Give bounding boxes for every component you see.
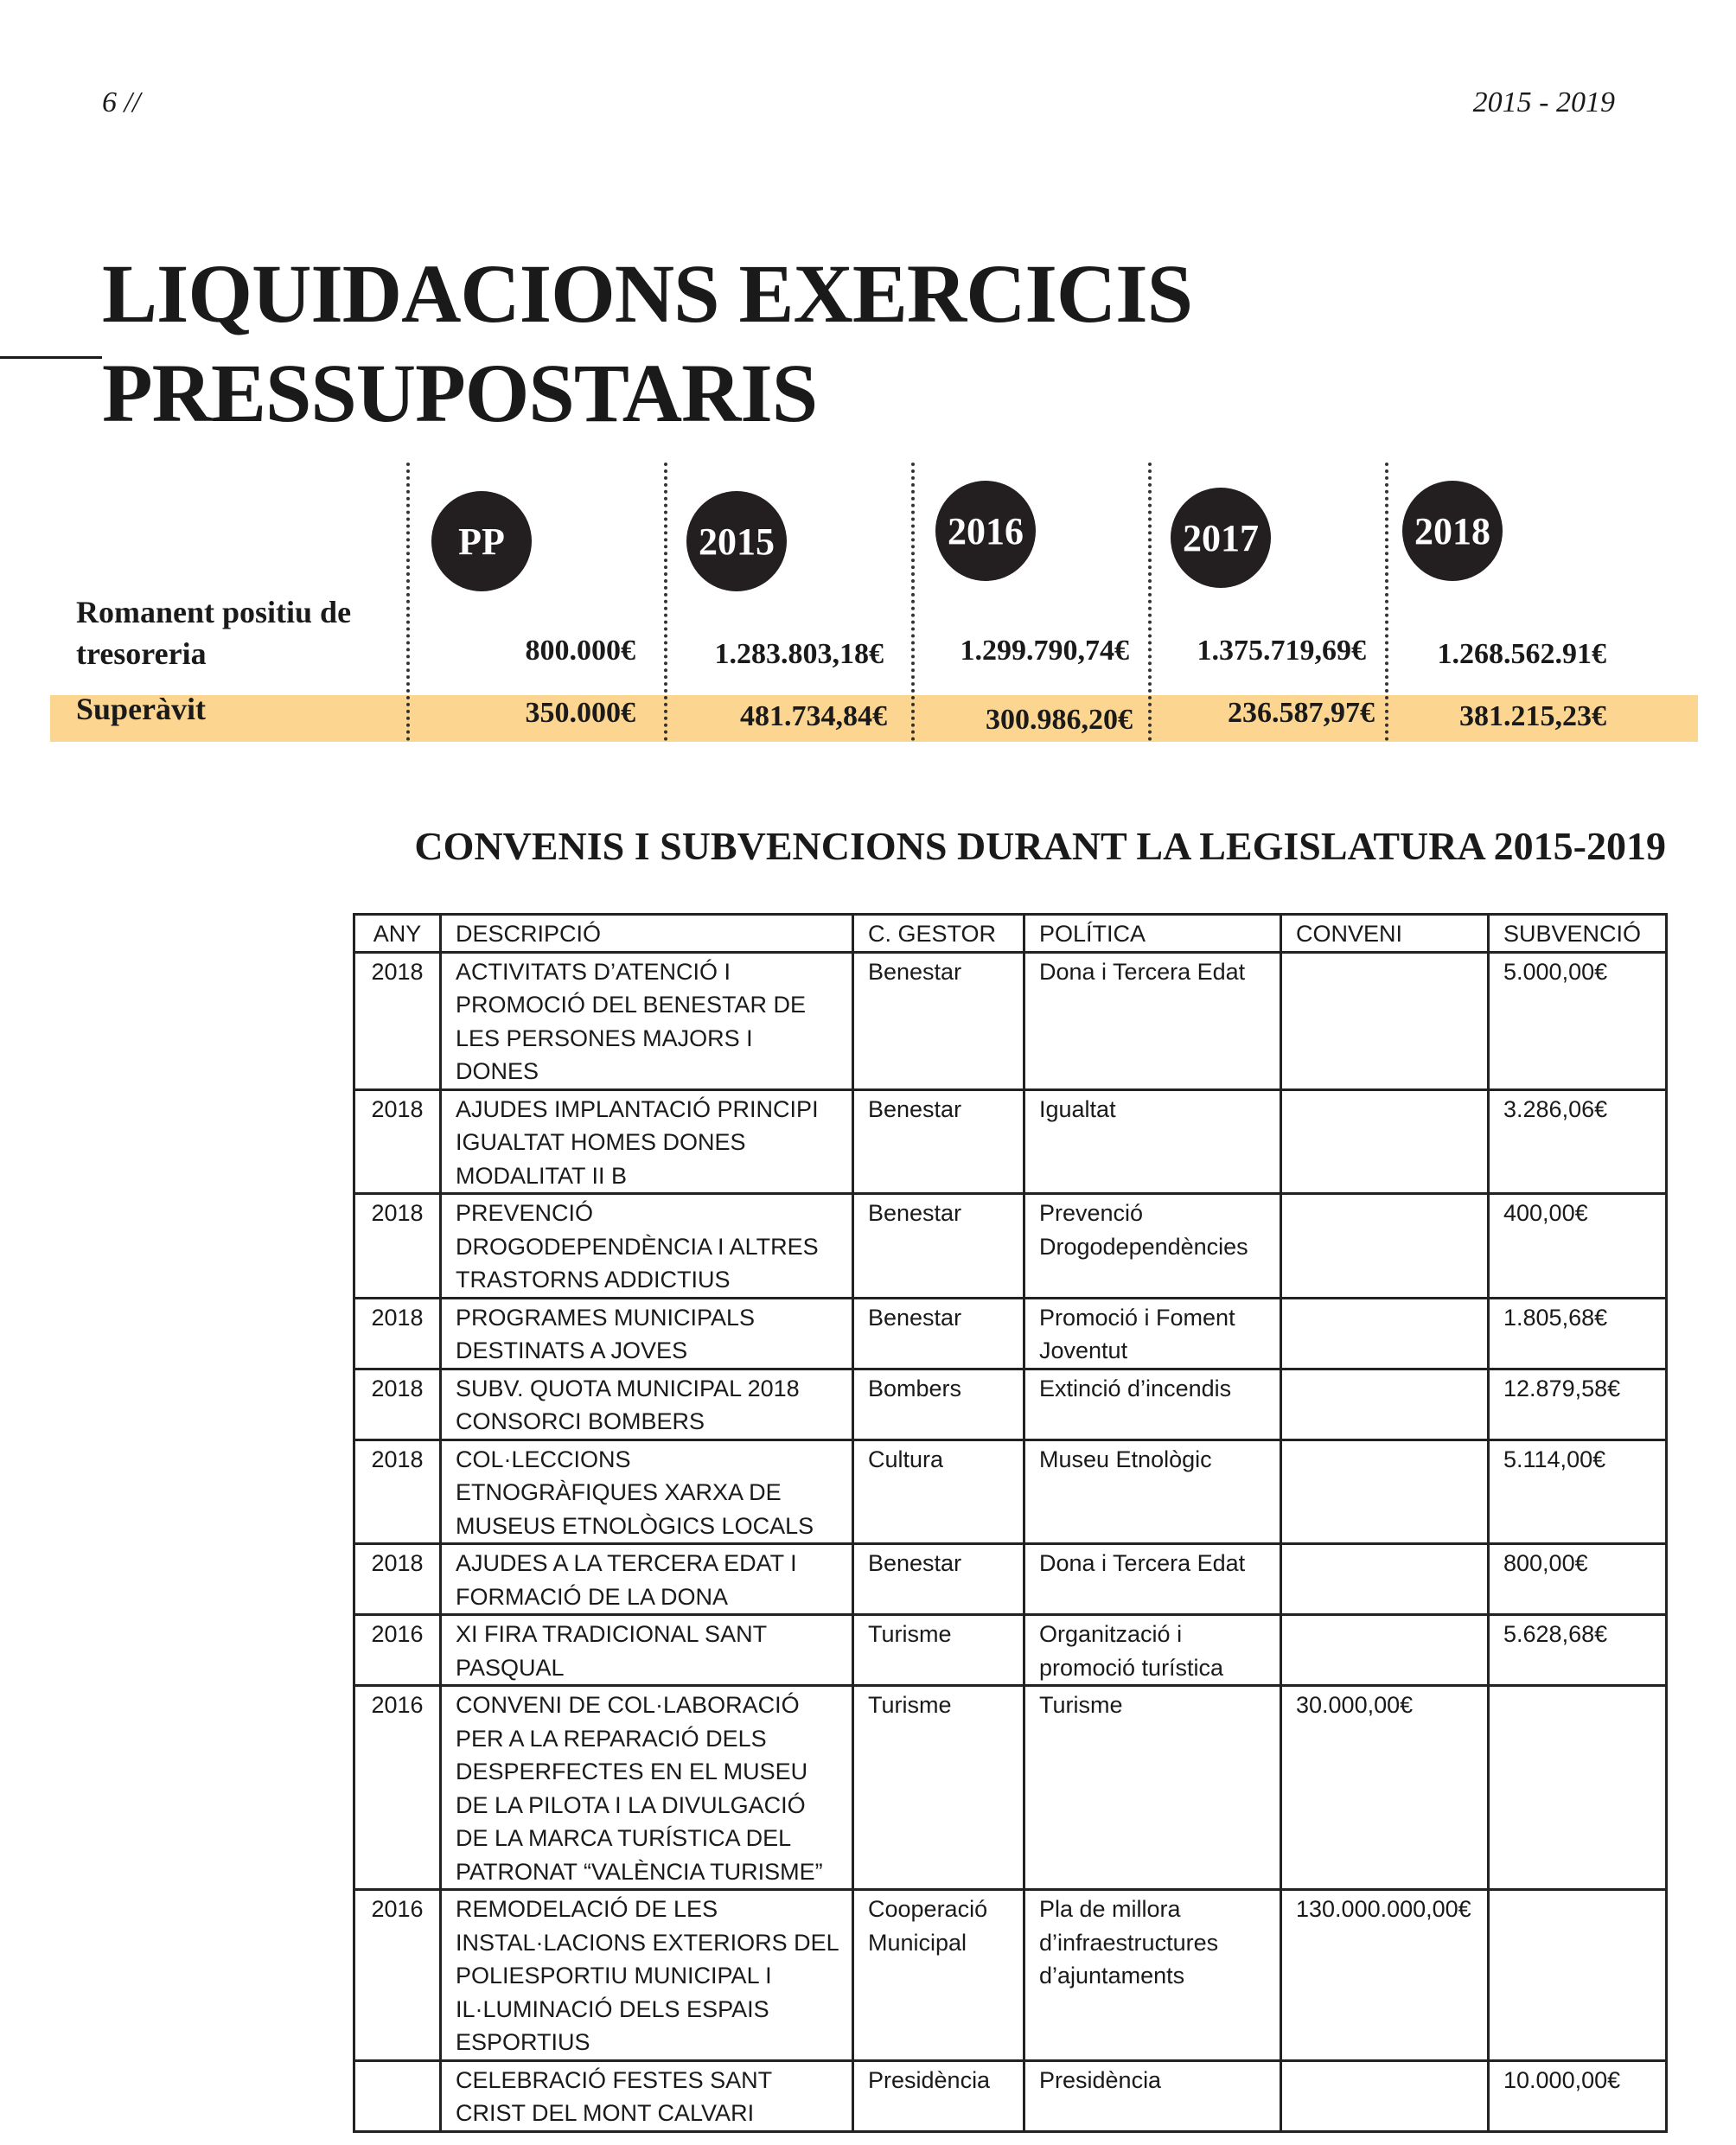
cell-any: 2018: [354, 1298, 441, 1369]
cell-gestor: Turisme: [853, 1615, 1024, 1686]
cell-subvencio: 10.000,00€: [1489, 2060, 1667, 2131]
cell-descripcio: AJUDES A LA TERCERA EDAT I FORMACIÓ DE LA DONA: [441, 1544, 853, 1615]
cell-conveni: [1281, 1298, 1489, 1369]
cell-conveni: [1281, 1194, 1489, 1299]
table-row: [354, 1369, 1667, 1440]
value-superavit-2017: 236.587,97€: [1228, 697, 1375, 729]
cell-politica: Dona i Tercera Edat: [1024, 952, 1281, 1089]
column-divider: [1385, 463, 1388, 741]
cell-gestor: Benestar: [853, 1544, 1024, 1615]
header-gestor: C. GESTOR: [853, 915, 1024, 953]
cell-subvencio: 5.000,00€: [1489, 952, 1667, 1089]
cell-descripcio: AJUDES IMPLANTACIÓ PRINCIPI IGUALTAT HOMES DONES MODALITAT II B: [441, 1089, 853, 1194]
header-politica: POLÍTICA: [1024, 915, 1281, 953]
cell-subvencio: [1489, 1686, 1667, 1890]
cell-gestor: Benestar: [853, 1194, 1024, 1299]
cell-conveni: [1281, 1089, 1489, 1194]
cell-conveni: [1281, 952, 1489, 1089]
page-years: 2015 - 2019: [1472, 86, 1615, 118]
cell-gestor: Cooperació Municipal: [853, 1890, 1024, 2061]
cell-politica: Dona i Tercera Edat: [1024, 1544, 1281, 1615]
page-title-line-1: LIQUIDACIONS EXERCICIS: [102, 247, 1192, 340]
column-circle-2015: 2015: [686, 491, 787, 591]
cell-descripcio: PREVENCIÓ DROGODEPENDÈNCIA I ALTRES TRASTORNS ADDICTIUS: [441, 1194, 853, 1299]
cell-conveni: [1281, 1440, 1489, 1544]
column-circle-2016: 2016: [935, 481, 1036, 581]
cell-subvencio: 400,00€: [1489, 1194, 1667, 1299]
table-row: [354, 1890, 1667, 2061]
cell-politica: Organització i promoció turística: [1024, 1615, 1281, 1686]
table-row: [354, 1615, 1667, 1686]
cell-subvencio: 800,00€: [1489, 1544, 1667, 1615]
cell-subvencio: 5.628,68€: [1489, 1615, 1667, 1686]
table-row: [354, 2060, 1667, 2131]
value-romanent-2018: 1.268.562.91€: [1437, 638, 1606, 670]
cell-descripcio: PROGRAMES MUNICIPALS DESTINATS A JOVES: [441, 1298, 853, 1369]
cell-descripcio: XI FIRA TRADICIONAL SANT PASQUAL: [441, 1615, 853, 1686]
cell-any: 2018: [354, 1089, 441, 1194]
cell-conveni: [1281, 1369, 1489, 1440]
cell-any: 2018: [354, 1440, 441, 1544]
column-circle-2018: 2018: [1402, 481, 1503, 581]
cell-descripcio: CONVENI DE COL·LABORACIÓ PER A LA REPARACIÓ DELS DESPERFECTES EN EL MUSEU DE LA PILOTA I LA DIVULGACIÓ DE LA MARCA TURÍSTICA DEL PATRONAT “VALÈNCIA TURISME”: [441, 1686, 853, 1890]
cell-conveni: 30.000,00€: [1281, 1686, 1489, 1890]
row-label-superavit: Superàvit: [76, 692, 207, 726]
table-row: [354, 952, 1667, 1089]
cell-descripcio: SUBV. QUOTA MUNICIPAL 2018 CONSORCI BOMBERS: [441, 1369, 853, 1440]
table-header-row: [354, 915, 1667, 953]
header-subvencio: SUBVENCIÓ: [1489, 915, 1667, 953]
table-row: [354, 1298, 1667, 1369]
cell-politica: Pla de millora d’infraestructures d’ajuntaments: [1024, 1890, 1281, 2061]
value-superavit-2016: 300.986,20€: [986, 704, 1133, 736]
cell-gestor: Benestar: [853, 1089, 1024, 1194]
column-divider: [664, 463, 667, 741]
value-superavit-2018: 381.215,23€: [1459, 700, 1606, 732]
cell-politica: Igualtat: [1024, 1089, 1281, 1194]
cell-any: 2018: [354, 1544, 441, 1615]
cell-politica: Prevenció Drogodependències: [1024, 1194, 1281, 1299]
cell-conveni: [1281, 2060, 1489, 2131]
convenis-title: CONVENIS I SUBVENCIONS DURANT LA LEGISLATURA 2015-2019: [414, 824, 1666, 868]
cell-politica: Promoció i Foment Joventut: [1024, 1298, 1281, 1369]
column-divider: [911, 463, 915, 741]
cell-gestor: Presidència: [853, 2060, 1024, 2131]
cell-subvencio: 5.114,00€: [1489, 1440, 1667, 1544]
title-rule: [0, 356, 102, 359]
cell-gestor: Cultura: [853, 1440, 1024, 1544]
value-superavit-pp: 350.000€: [525, 697, 635, 729]
cell-subvencio: 1.805,68€: [1489, 1298, 1667, 1369]
cell-any: 2016: [354, 1890, 441, 2061]
row-label-line: tresoreria: [76, 636, 207, 671]
cell-politica: Extinció d’incendis: [1024, 1369, 1281, 1440]
cell-any: 2016: [354, 1615, 441, 1686]
cell-any: [354, 2060, 441, 2131]
cell-subvencio: 12.879,58€: [1489, 1369, 1667, 1440]
value-romanent-2017: 1.375.719,69€: [1197, 635, 1366, 667]
value-superavit-2015: 481.734,84€: [740, 700, 887, 732]
cell-descripcio: CELEBRACIÓ FESTES SANT CRIST DEL MONT CALVARI: [441, 2060, 853, 2131]
value-romanent-2016: 1.299.790,74€: [960, 635, 1129, 667]
header-conveni: CONVENI: [1281, 915, 1489, 953]
row-label-line: Romanent positiu de: [76, 595, 352, 629]
value-romanent-pp: 800.000€: [525, 635, 635, 667]
cell-politica: Turisme: [1024, 1686, 1281, 1890]
cell-gestor: Benestar: [853, 952, 1024, 1089]
cell-subvencio: [1489, 1890, 1667, 2061]
row-label-romanent: [76, 591, 351, 674]
table-row: [354, 1544, 1667, 1615]
cell-any: 2018: [354, 1194, 441, 1299]
cell-gestor: Bombers: [853, 1369, 1024, 1440]
page-number: 6 //: [102, 86, 141, 118]
convenis-table: [353, 913, 1668, 2133]
page-title-line-2: PRESSUPOSTARIS: [102, 347, 818, 439]
table-row: [354, 1686, 1667, 1890]
cell-any: 2018: [354, 952, 441, 1089]
cell-conveni: [1281, 1544, 1489, 1615]
cell-descripcio: REMODELACIÓ DE LES INSTAL·LACIONS EXTERIORS DEL POLIESPORTIU MUNICIPAL I IL·LUMINACIÓ DELS ESPAIS ESPORTIUS: [441, 1890, 853, 2061]
cell-conveni: [1281, 1615, 1489, 1686]
table-row: [354, 1089, 1667, 1194]
cell-subvencio: 3.286,06€: [1489, 1089, 1667, 1194]
cell-any: 2018: [354, 1369, 441, 1440]
cell-politica: Museu Etnològic: [1024, 1440, 1281, 1544]
cell-politica: Presidència: [1024, 2060, 1281, 2131]
column-circle-2017: 2017: [1171, 488, 1271, 588]
header-any: ANY: [354, 915, 441, 953]
cell-gestor: Benestar: [853, 1298, 1024, 1369]
cell-conveni: 130.000.000,00€: [1281, 1890, 1489, 2061]
header-descripcio: DESCRIPCIÓ: [441, 915, 853, 953]
column-circle-pp: PP: [431, 491, 532, 591]
cell-gestor: Turisme: [853, 1686, 1024, 1890]
table-row: [354, 1194, 1667, 1299]
cell-descripcio: COL·LECCIONS ETNOGRÀFIQUES XARXA DE MUSEUS ETNOLÒGICS LOCALS: [441, 1440, 853, 1544]
cell-descripcio: ACTIVITATS D’ATENCIÓ I PROMOCIÓ DEL BENESTAR DE LES PERSONES MAJORS I DONES: [441, 952, 853, 1089]
table-row: [354, 1440, 1667, 1544]
cell-any: 2016: [354, 1686, 441, 1890]
value-romanent-2015: 1.283.803,18€: [714, 638, 884, 670]
